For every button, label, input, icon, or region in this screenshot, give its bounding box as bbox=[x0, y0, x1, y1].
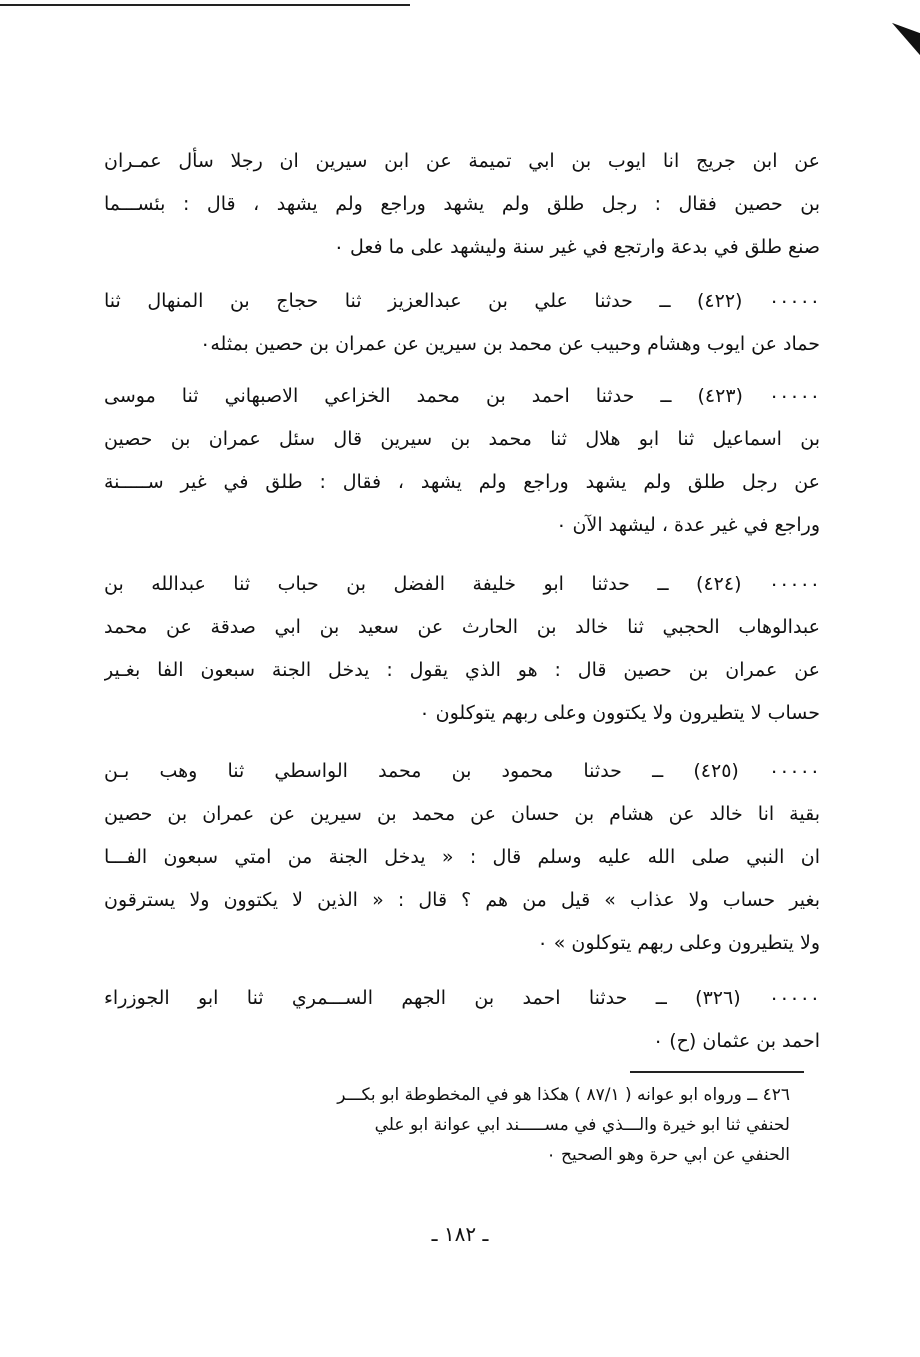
corner-mark bbox=[892, 23, 920, 55]
text-line: عن ابن جريج انا ايوب بن ابي تميمة عن ابن سيرين ان رجلا سأل عمـران bbox=[104, 150, 820, 172]
text-line: ولا يتطيرون وعلى ربهم يتوكلون » ٠ bbox=[537, 932, 820, 954]
text-line: حساب لا يتطيرون ولا يكتوون وعلى ربهم يتوكلون ٠ bbox=[419, 702, 820, 724]
text-line: ٠٠٠٠٠ (٤٢٢) ــ حدثنا علي بن عبدالعزيز ثنا حجاج بن المنهال ثنا bbox=[104, 290, 820, 312]
paragraph-3 bbox=[104, 375, 820, 547]
footnote-rule bbox=[630, 1071, 804, 1073]
text-line: عن رجل طلق ولم يشهد وراجع ولم يشهد ، فقال : طلق في غير ســـــنة bbox=[104, 471, 820, 493]
text-line: حماد عن ايوب وهشام وحبيب عن محمد بن سيرين عن عمران بن حصين بمثله٠ bbox=[200, 333, 820, 355]
top-rule bbox=[0, 4, 410, 6]
paragraph-1 bbox=[104, 140, 820, 269]
text-line: عن عمران بن حصين قال : هو الذي يقول : يدخل الجنة سبعون الفا بغـير bbox=[104, 659, 820, 681]
footnote bbox=[110, 1080, 790, 1170]
footnote-line: ٤٢٦ ــ ورواه ابو عوانه ( ٨٧/١ ) هكذا هو في المخطوطة ابو بكـــر bbox=[337, 1085, 790, 1105]
text-line: بغير حساب ولا عذاب » قيل من هم ؟ قال : « الذين لا يكتوون ولا يسترقون bbox=[104, 889, 820, 911]
text-line: ٠٠٠٠٠ (٤٢٤) ــ حدثنا ابو خليفة الفضل بن حباب ثنا عبدالله بن bbox=[104, 573, 820, 595]
text-line: ان النبي صلى الله عليه وسلم قال : « يدخل الجنة من امتي سبعون الفـــا bbox=[104, 846, 820, 868]
paragraph-6 bbox=[104, 977, 820, 1063]
text-line: احمد بن عثمان (ح) ٠ bbox=[653, 1030, 820, 1052]
text-line: عبدالوهاب الحجبي ثنا خالد بن الحارث عن سعيد بن ابي صدقة عن محمد bbox=[104, 616, 820, 638]
footnote-line: لحنفي ثنا ابو خيرة والـــذي في مســـــند ابي عوانة ابو علي bbox=[374, 1115, 790, 1135]
text-line: ٠٠٠٠٠ (٣٢٦) ــ حدثنا احمد بن الجهم الســـمري ثنا ابو الجوزراء bbox=[104, 987, 820, 1009]
text-line: بن اسماعيل ثنا ابو هلال ثنا محمد بن سيرين قال سئل عمران بن حصين bbox=[104, 428, 820, 450]
page-number: ـ ١٨٢ ـ bbox=[431, 1222, 489, 1246]
text-line: بن حصين فقال : رجل طلق ولم يشهد وراجع ولم يشهد ، قال : بئســـما bbox=[104, 193, 820, 215]
text-line: ٠٠٠٠٠ (٤٢٣) ــ حدثنا احمد بن محمد الخزاعي الاصبهاني ثنا موسى bbox=[104, 385, 820, 407]
paragraph-4 bbox=[104, 563, 820, 735]
text-line: وراجع في غير عدة ، ليشهد الآن ٠ bbox=[556, 514, 820, 536]
text-line: ٠٠٠٠٠ (٤٢٥) ــ حدثنا محمود بن محمد الواسطي ثنا وهب بـن bbox=[104, 760, 820, 782]
text-line: صنع طلق في بدعة وارتجع في غير سنة وليشهد على ما فعل ٠ bbox=[333, 236, 820, 258]
paragraph-2 bbox=[104, 280, 820, 366]
paragraph-5 bbox=[104, 750, 820, 965]
text-line: بقية انا خالد عن هشام بن حسان عن محمد بن سيرين عن عمران بن حصين bbox=[104, 803, 820, 825]
footnote-line: الحنفي عن ابي حرة وهو الصحيح ٠ bbox=[546, 1145, 790, 1165]
